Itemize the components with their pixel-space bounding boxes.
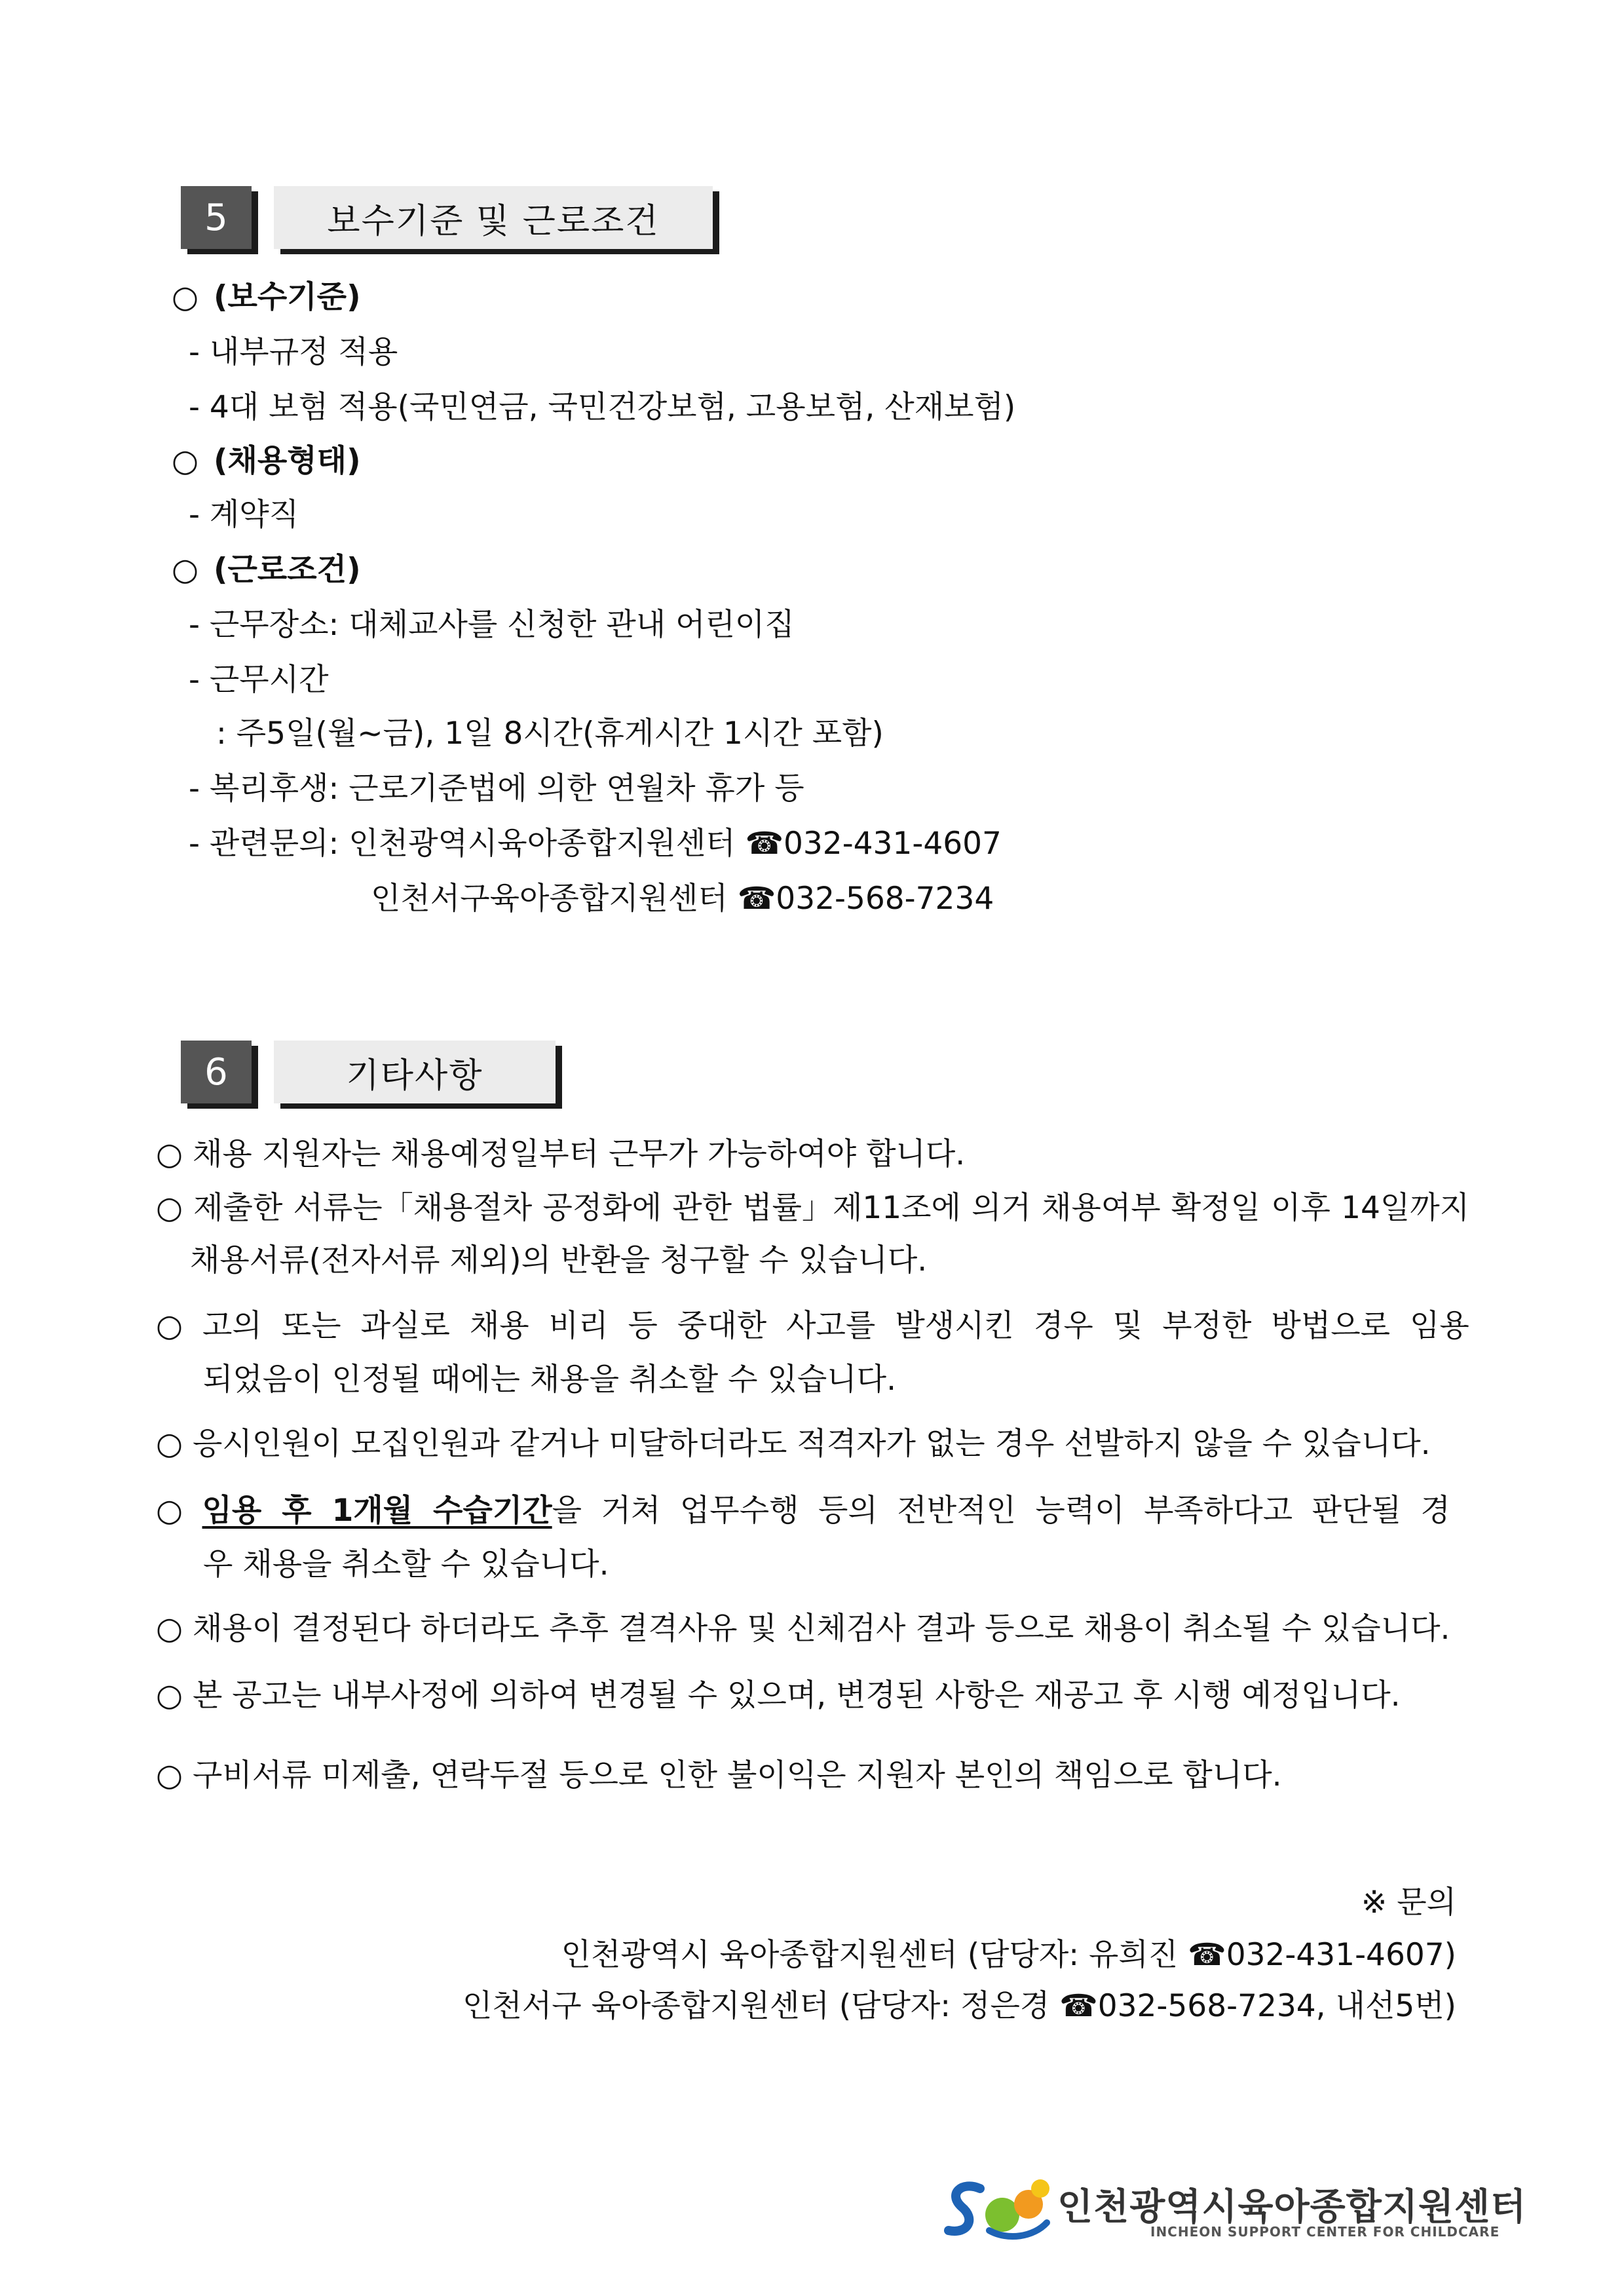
- conditions-inquiry-2: 인천서구육아종합지원센터 ☎032-568-7234: [371, 881, 994, 917]
- section-6-number: 6: [181, 1041, 252, 1103]
- pay-heading: ○ (보수기준): [172, 279, 361, 315]
- circle-bullet-icon: ○: [172, 552, 199, 588]
- notice-item-2b: 채용서류(전자서류 제외)의 반환을 청구할 수 있습니다.: [190, 1242, 928, 1278]
- notice-item-5b: 우 채용을 취소할 수 있습니다.: [203, 1546, 609, 1582]
- probation-emphasis: 임용 후 1개월 수습기간: [202, 1493, 552, 1529]
- center-logo-icon: [942, 2174, 1053, 2246]
- pay-item-1: - 내부규정 적용: [189, 334, 398, 370]
- section-5-number: 5: [181, 186, 252, 249]
- notice-item-1: ○ 채용 지원자는 채용예정일부터 근무가 가능하여야 합니다.: [156, 1136, 966, 1172]
- center-logo-subtitle: INCHEON SUPPORT CENTER FOR CHILDCARE: [1150, 2224, 1500, 2240]
- center-logo: [942, 2174, 1527, 2246]
- employment-heading: ○ (채용형태): [172, 443, 361, 479]
- circle-bullet-icon: ○: [172, 279, 199, 315]
- circle-bullet-icon: ○: [172, 443, 199, 479]
- section-5-title: 보수기준 및 근로조건: [274, 186, 713, 249]
- notice-item-3a: ○ 고의 또는 과실로 채용 비리 등 중대한 사고를 발생시킨 경우 및 부정한 방법으로 임용: [156, 1308, 1469, 1344]
- conditions-hours-value: : 주5일(월~금), 1일 8시간(휴게시간 1시간 포함): [216, 716, 884, 752]
- notice-item-5a: ○ 임용 후 1개월 수습기간을 거쳐 업무수행 등의 전반적인 능력이 부족하다고 판단될 경: [156, 1493, 1450, 1529]
- contact-line-2: 인천서구 육아종합지원센터 (담당자: 정은경 ☎032-568-7234, 내선5번): [463, 1988, 1456, 2024]
- notice-item-4: ○ 응시인원이 모집인원과 같거나 미달하더라도 적격자가 없는 경우 선발하지 않을 수 있습니다.: [156, 1426, 1431, 1462]
- conditions-heading: ○ (근로조건): [172, 552, 361, 588]
- notice-item-7: ○ 본 공고는 내부사정에 의하여 변경될 수 있으며, 변경된 사항은 재공고 후 시행 예정입니다.: [156, 1677, 1401, 1713]
- section-6-header: [181, 1041, 556, 1103]
- notice-item-8: ○ 구비서류 미제출, 연락두절 등으로 인한 불이익은 지원자 본인의 책임으로 합니다.: [156, 1757, 1282, 1793]
- conditions-hours-label: - 근무시간: [189, 662, 329, 698]
- conditions-welfare: - 복리후생: 근로기준법에 의한 연월차 휴가 등: [189, 771, 804, 807]
- notice-item-6: ○ 채용이 결정된다 하더라도 추후 결격사유 및 신체검사 결과 등으로 채용이 취소될 수 있습니다.: [156, 1611, 1450, 1647]
- contact-label: ※ 문의: [1361, 1885, 1456, 1921]
- conditions-place: - 근무장소: 대체교사를 신청한 관내 어린이집: [189, 607, 795, 643]
- section-6-title: 기타사항: [274, 1041, 556, 1103]
- center-logo-name: 인천광역시육아종합지원센터: [1057, 2186, 1527, 2229]
- notice-item-3b: 되었음이 인정될 때에는 채용을 취소할 수 있습니다.: [203, 1362, 897, 1398]
- section-5-header: [181, 186, 713, 249]
- notice-item-2a: ○ 제출한 서류는「채용절차 공정화에 관한 법률」제11조에 의거 채용여부 확정일 이후 14일까지: [156, 1190, 1470, 1226]
- employment-item-1: - 계약직: [189, 497, 299, 533]
- conditions-inquiry-1: - 관련문의: 인천광역시육아종합지원센터 ☎032-431-4607: [189, 826, 1002, 862]
- pay-item-2: - 4대 보험 적용(국민연금, 국민건강보험, 고용보험, 산재보험): [189, 389, 1016, 425]
- contact-line-1: 인천광역시 육아종합지원센터 (담당자: 유희진 ☎032-431-4607): [561, 1937, 1456, 1973]
